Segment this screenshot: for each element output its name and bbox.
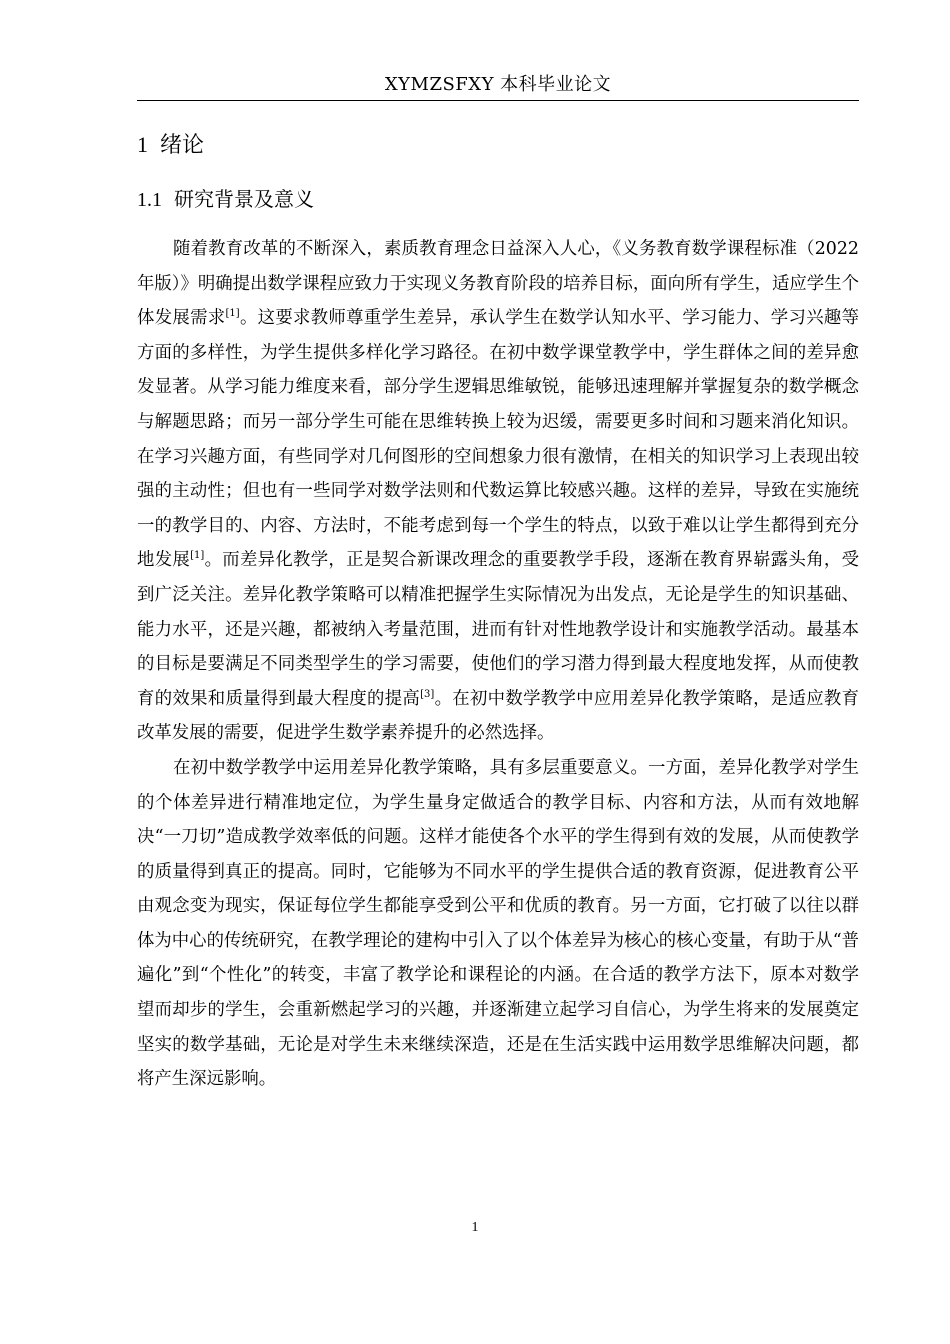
section-title: 研究背景及意义 (174, 187, 314, 211)
citation-ref: [3] (420, 688, 435, 700)
paragraph-text: 。这要求教师尊重学生差异，承认学生在数学认知水平、学习能力、学习兴趣等方面的多样性，为学生提供多样化学习路径。在初中数学课堂教学中，学生群体之间的差异愈发显著。从学习能力维度来看，部分学生逻辑思维敏锐，能够迅速理解并掌握复杂的数学概念与解题思路；而另一部分学生可能在思维转换上较为迟缓，需要更多时间和习题来消化知识。在学习兴趣方面，有些同学对几何图形的空间想象力很有激情，在相关的知识学习上表现出较强的主动性；但也有一些同学对数学法则和代数运算比较感兴趣。这样的差异，导致在实施统一的教学目的、内容、方法时，不能考虑到每一个学生的特点，以致于难以让学生都得到充分地发展 (137, 308, 859, 571)
paragraph-text: 。在初中数学教学中应用差异化教学策略，是适应教育改革发展的需要，促进学生数学素养提升的必然选择。 (137, 688, 859, 744)
chapter-heading (137, 130, 204, 161)
paragraph-text: 随着教育改革的不断深入，素质教育理念日益深入人心，《义务教育数学课程标准（2022年版）》明确提出数学课程应致力于实现义务教育阶段的培养目标，面向所有学生，适应学生个体发展需求 (137, 239, 859, 329)
paragraph-text: 在初中数学教学中运用差异化教学策略，具有多层重要意义。一方面，差异化教学对学生的个体差异进行精准地定位，为学生量身定做适合的教学目标、内容和方法，从而有效地解决“一刀切”造成教学效率低的问题。这样才能使各个水平的学生得到有效的发展，从而使教学的质量得到真正的提高。同时，它能够为不同水平的学生提供合适的教育资源，促进教育公平由观念变为现实，保证每位学生都能享受到公平和优质的教育。另一方面，它打破了以往以群体为中心的传统研究，在教学理论的建构中引入了以个体差异为核心的核心变量，有助于从“普遍化”到“个性化”的转变，丰富了教学论和课程论的内涵。在合适的教学方法下，原本对数学望而却步的学生，会重新燃起学习的兴趣，并逐渐建立起学习自信心，为学生将来的发展奠定坚实的数学基础，无论是对学生未来继续深造，还是在生活实践中运用数学思维解决问题，都将产生深远影响。 (137, 757, 859, 1090)
section-heading (137, 184, 314, 215)
page-header (137, 70, 859, 101)
body-text (137, 232, 859, 1097)
section-number: 1.1 (137, 189, 162, 211)
chapter-title: 绪论 (160, 133, 205, 158)
paragraph (137, 232, 859, 751)
chapter-number: 1 (137, 132, 148, 157)
header-title: XYMZSFXY 本科毕业论文 (384, 74, 612, 95)
citation-ref: [1] (190, 550, 205, 562)
paragraph (137, 751, 859, 1097)
citation-ref: [1] (225, 308, 240, 320)
page-number: 1 (471, 1220, 479, 1235)
paragraph-text: 。而差异化教学，正是契合新课改理念的重要教学手段，逐渐在教育界崭露头角，受到广泛关注。差异化教学策略可以精准把握学生实际情况为出发点，无论是学生的知识基础、能力水平，还是兴趣，都被纳入考量范围，进而有针对性地教学设计和实施教学活动。最基本的目标是要满足不同类型学生的学习需要，使他们的学习潜力得到最大程度地发挥，从而使教育的效果和质量得到最大程度的提高 (137, 550, 859, 709)
